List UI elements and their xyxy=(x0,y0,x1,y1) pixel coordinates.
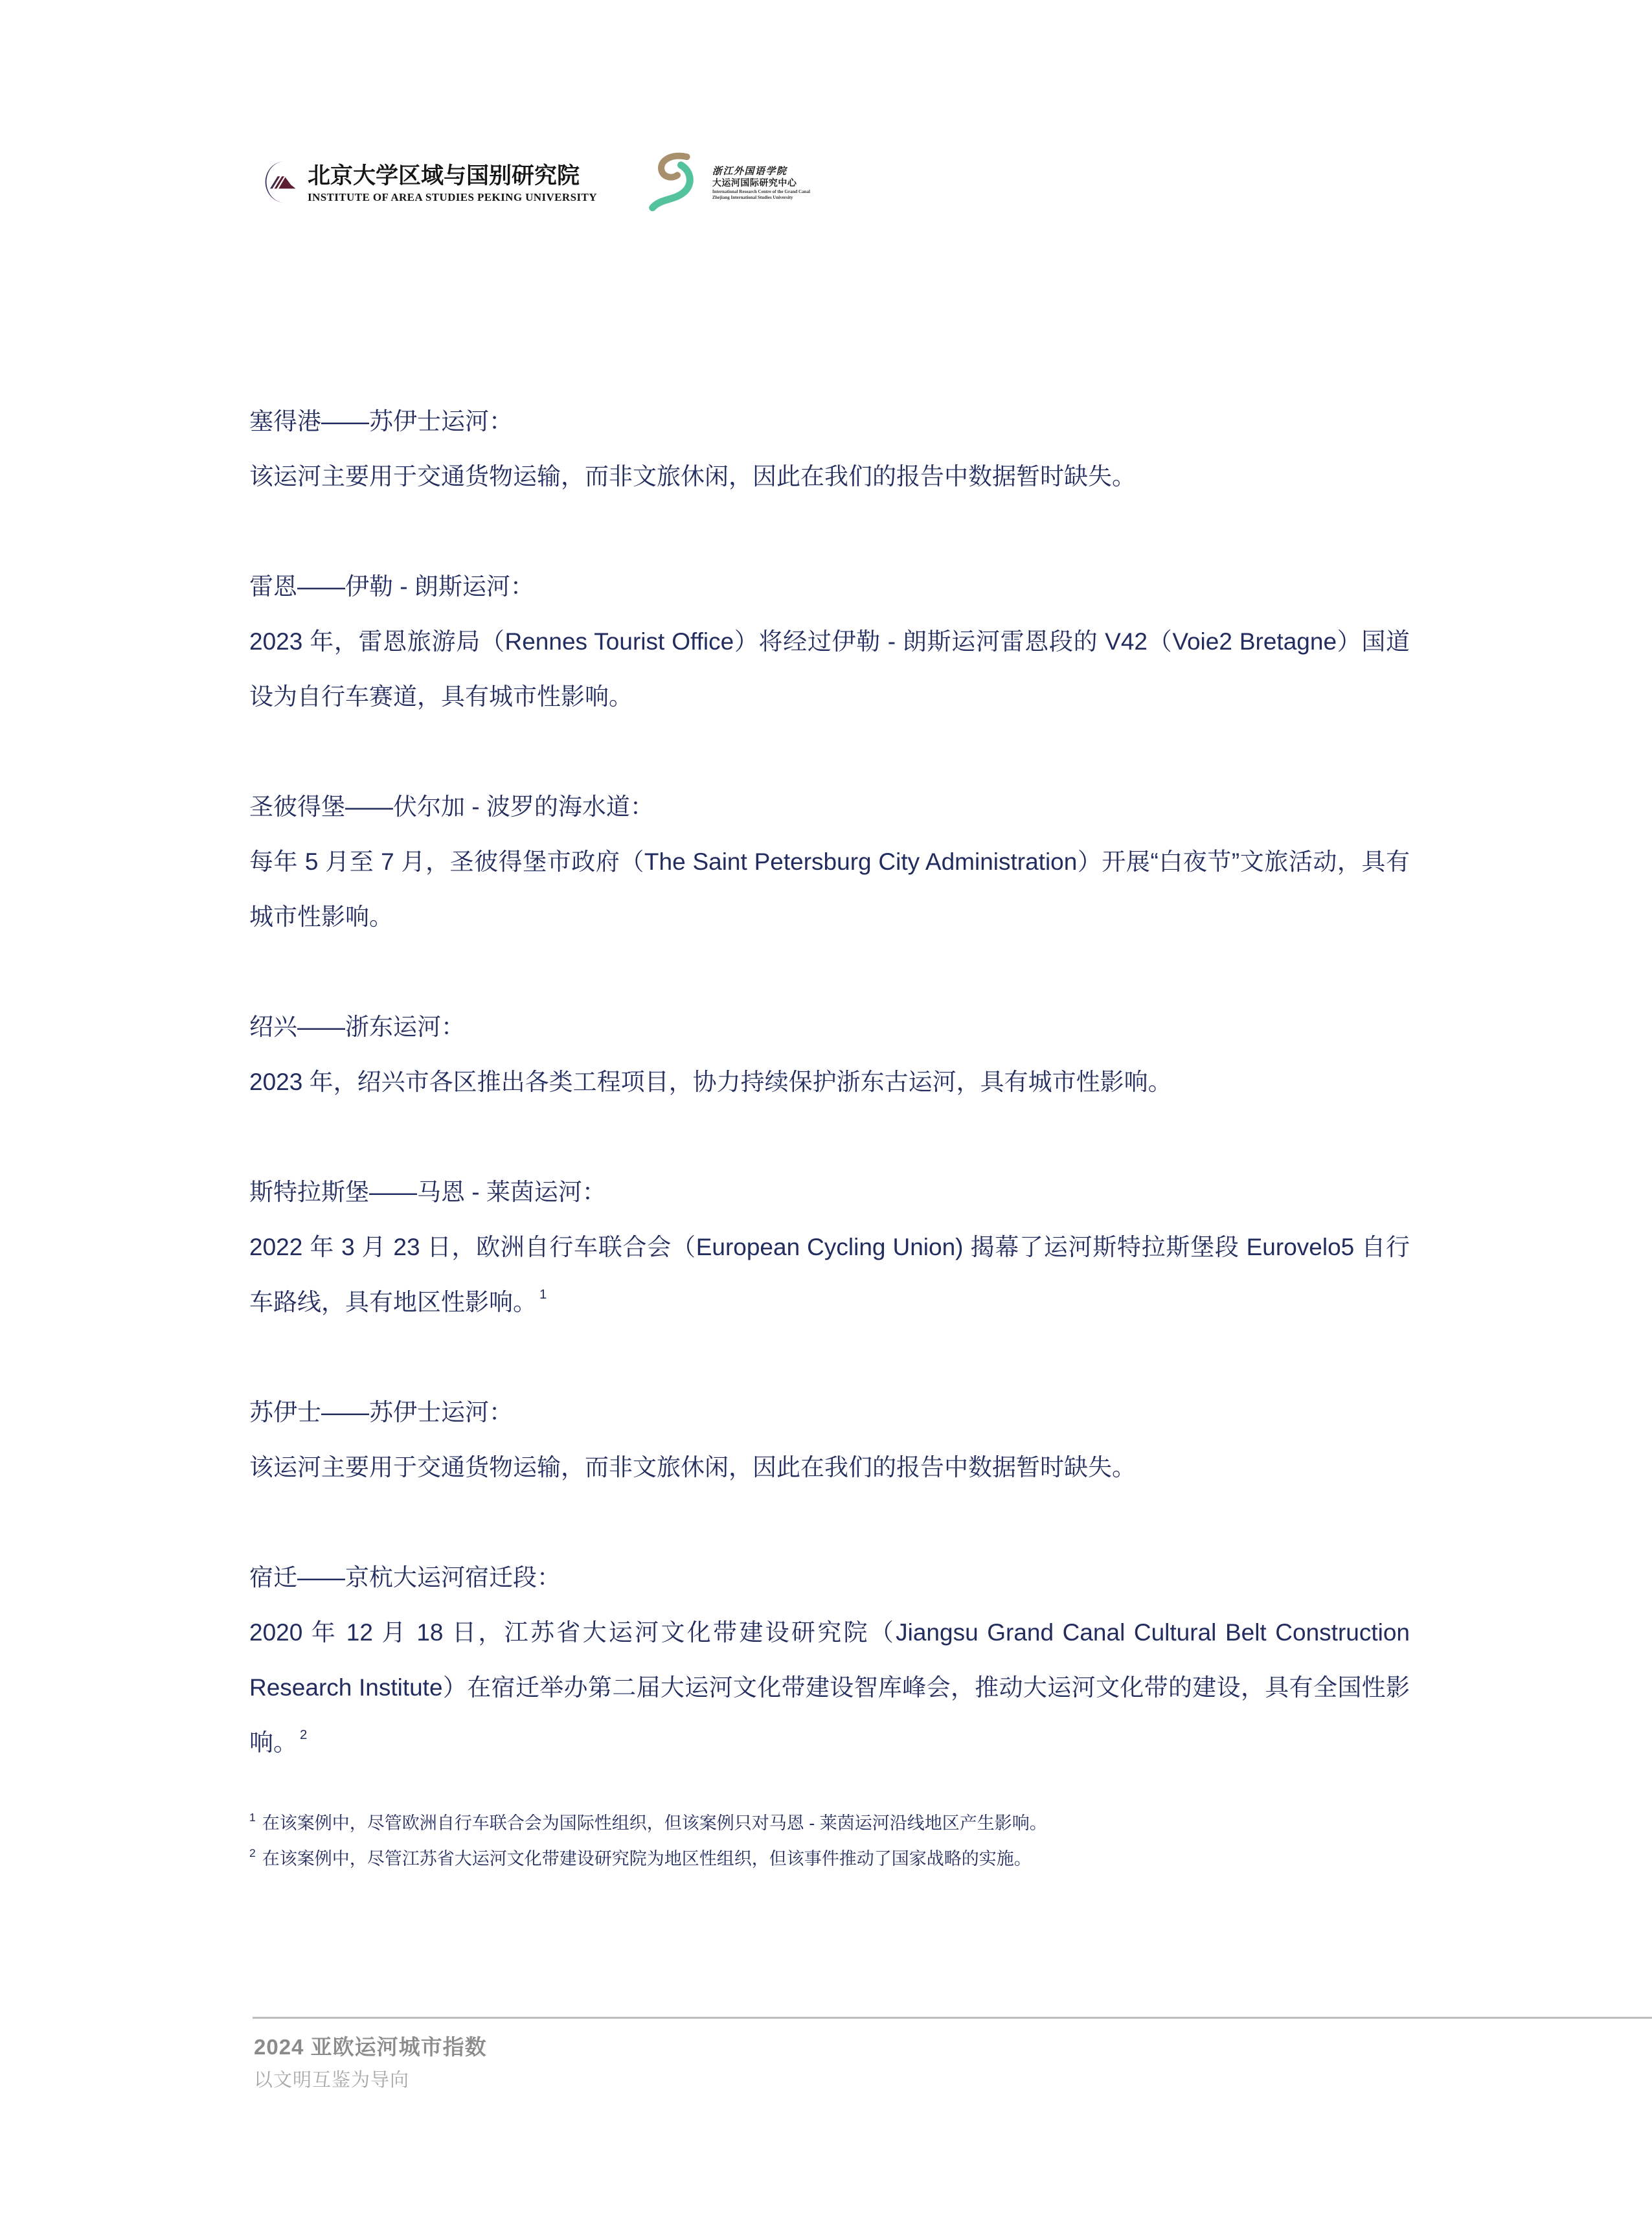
zisu-name-en: Zhejiang International Studies University xyxy=(712,195,793,200)
section-rennes xyxy=(249,559,1410,724)
footnote-ref: 1 xyxy=(539,1288,547,1302)
section-body xyxy=(249,1054,1410,1109)
section-title: 宿迁——京杭大运河宿迁段： xyxy=(249,1564,561,1591)
section-suqian xyxy=(249,1550,1410,1770)
section-body-text: 每年 5 月至 7 月，圣彼得堡市政府（The Saint Petersburg City Administration）开展“白夜节”文旅活动，具有城市性影响。 xyxy=(249,848,1410,930)
canal-center-name-en: International Research Centre of the Grand Canal xyxy=(712,189,810,194)
section-saint-petersburg xyxy=(249,779,1410,944)
section-title: 绍兴——浙东运河： xyxy=(249,1014,465,1040)
section-body-text: 2020 年 12 月 18 日，江苏省大运河文化带建设研究院（Jiangsu Grand Canal Cultural Belt Construction Research Institute）在宿迁举办第二届大运河文化带建设智库峰会，推动大运河文化带的建设，具有全国性影响。 xyxy=(249,1619,1410,1756)
footnotes-block xyxy=(249,1806,1410,1877)
section-title: 塞得港——苏伊士运河： xyxy=(249,408,513,435)
section-title: 圣彼得堡——伏尔加 - 波罗的海水道： xyxy=(249,793,654,820)
section-body xyxy=(249,614,1410,724)
footnote-marker: 2 xyxy=(249,1846,256,1859)
pku-institute-name-en: INSTITUTE OF AREA STUDIES PEKING UNIVERSITY xyxy=(308,191,597,203)
section-title: 苏伊士——苏伊士运河： xyxy=(249,1399,513,1425)
footnote-ref: 2 xyxy=(300,1728,308,1742)
section-body xyxy=(249,1440,1410,1495)
footnote-text: 在该案例中，尽管江苏省大运河文化带建设研究院为地区性组织，但该事件推动了国家战略的实施。 xyxy=(262,1849,1032,1868)
footer-report-subtitle: 以文明互鉴为导向 xyxy=(254,2070,410,2091)
footnote-marker: 1 xyxy=(249,1811,256,1824)
footer-divider xyxy=(253,2017,1652,2019)
zisu-canal-center-logo xyxy=(648,151,810,216)
section-body xyxy=(249,1220,1410,1330)
section-strasbourg xyxy=(249,1164,1410,1330)
section-body xyxy=(249,1605,1410,1770)
section-title: 雷恩——伊勒 - 朗斯运河： xyxy=(249,573,534,600)
zisu-brush-logo-icon xyxy=(648,151,707,216)
pku-institute-name xyxy=(308,162,597,205)
section-shaoxing xyxy=(249,999,1410,1109)
header-logos xyxy=(256,151,810,216)
section-body-text: 该运河主要用于交通货物运输，而非文旅休闲，因此在我们的报告中数据暂时缺失。 xyxy=(249,1454,1136,1481)
section-body-text: 2023 年，雷恩旅游局（Rennes Tourist Office）将经过伊勒 - 朗斯运河雷恩段的 V42（Voie2 Bretagne）国道设为自行车赛道，具有城市性影响。 xyxy=(249,628,1410,710)
pku-crescent-logo-icon xyxy=(256,155,299,212)
canal-center-name-zh: 大运河国际研究中心 xyxy=(712,179,797,188)
section-body xyxy=(249,834,1410,944)
zisu-canal-center-name xyxy=(712,166,810,201)
section-body-text: 该运河主要用于交通货物运输，而非文旅休闲，因此在我们的报告中数据暂时缺失。 xyxy=(249,463,1136,490)
section-body-text: 2023 年，绍兴市各区推出各类工程项目，协力持续保护浙东古运河，具有城市性影响。 xyxy=(249,1069,1172,1095)
footnote-2 xyxy=(249,1841,1410,1877)
canal-case-list xyxy=(249,394,1410,1770)
section-body xyxy=(249,449,1410,504)
pku-institute-logo xyxy=(256,155,597,212)
pku-institute-name-zh: 北京大学区域与国别研究院 xyxy=(308,163,580,188)
section-body-text: 2022 年 3 月 23 日，欧洲自行车联合会（European Cycling Union) 揭幕了运河斯特拉斯堡段 Eurovelo5 自行车路线，具有地区性影响。 xyxy=(249,1234,1410,1315)
section-port-said xyxy=(249,394,1410,504)
footnote-text: 在该案例中，尽管欧洲自行车联合会为国际性组织，但该案例只对马恩 - 莱茵运河沿线地区产生影响。 xyxy=(262,1813,1047,1833)
footer-report-title: 2024 亚欧运河城市指数 xyxy=(254,2035,487,2059)
zisu-name-zh: 浙江外国语学院 xyxy=(712,166,787,177)
section-title: 斯特拉斯堡——马恩 - 莱茵运河： xyxy=(249,1179,606,1205)
footnote-1 xyxy=(249,1806,1410,1841)
section-suez xyxy=(249,1385,1410,1495)
